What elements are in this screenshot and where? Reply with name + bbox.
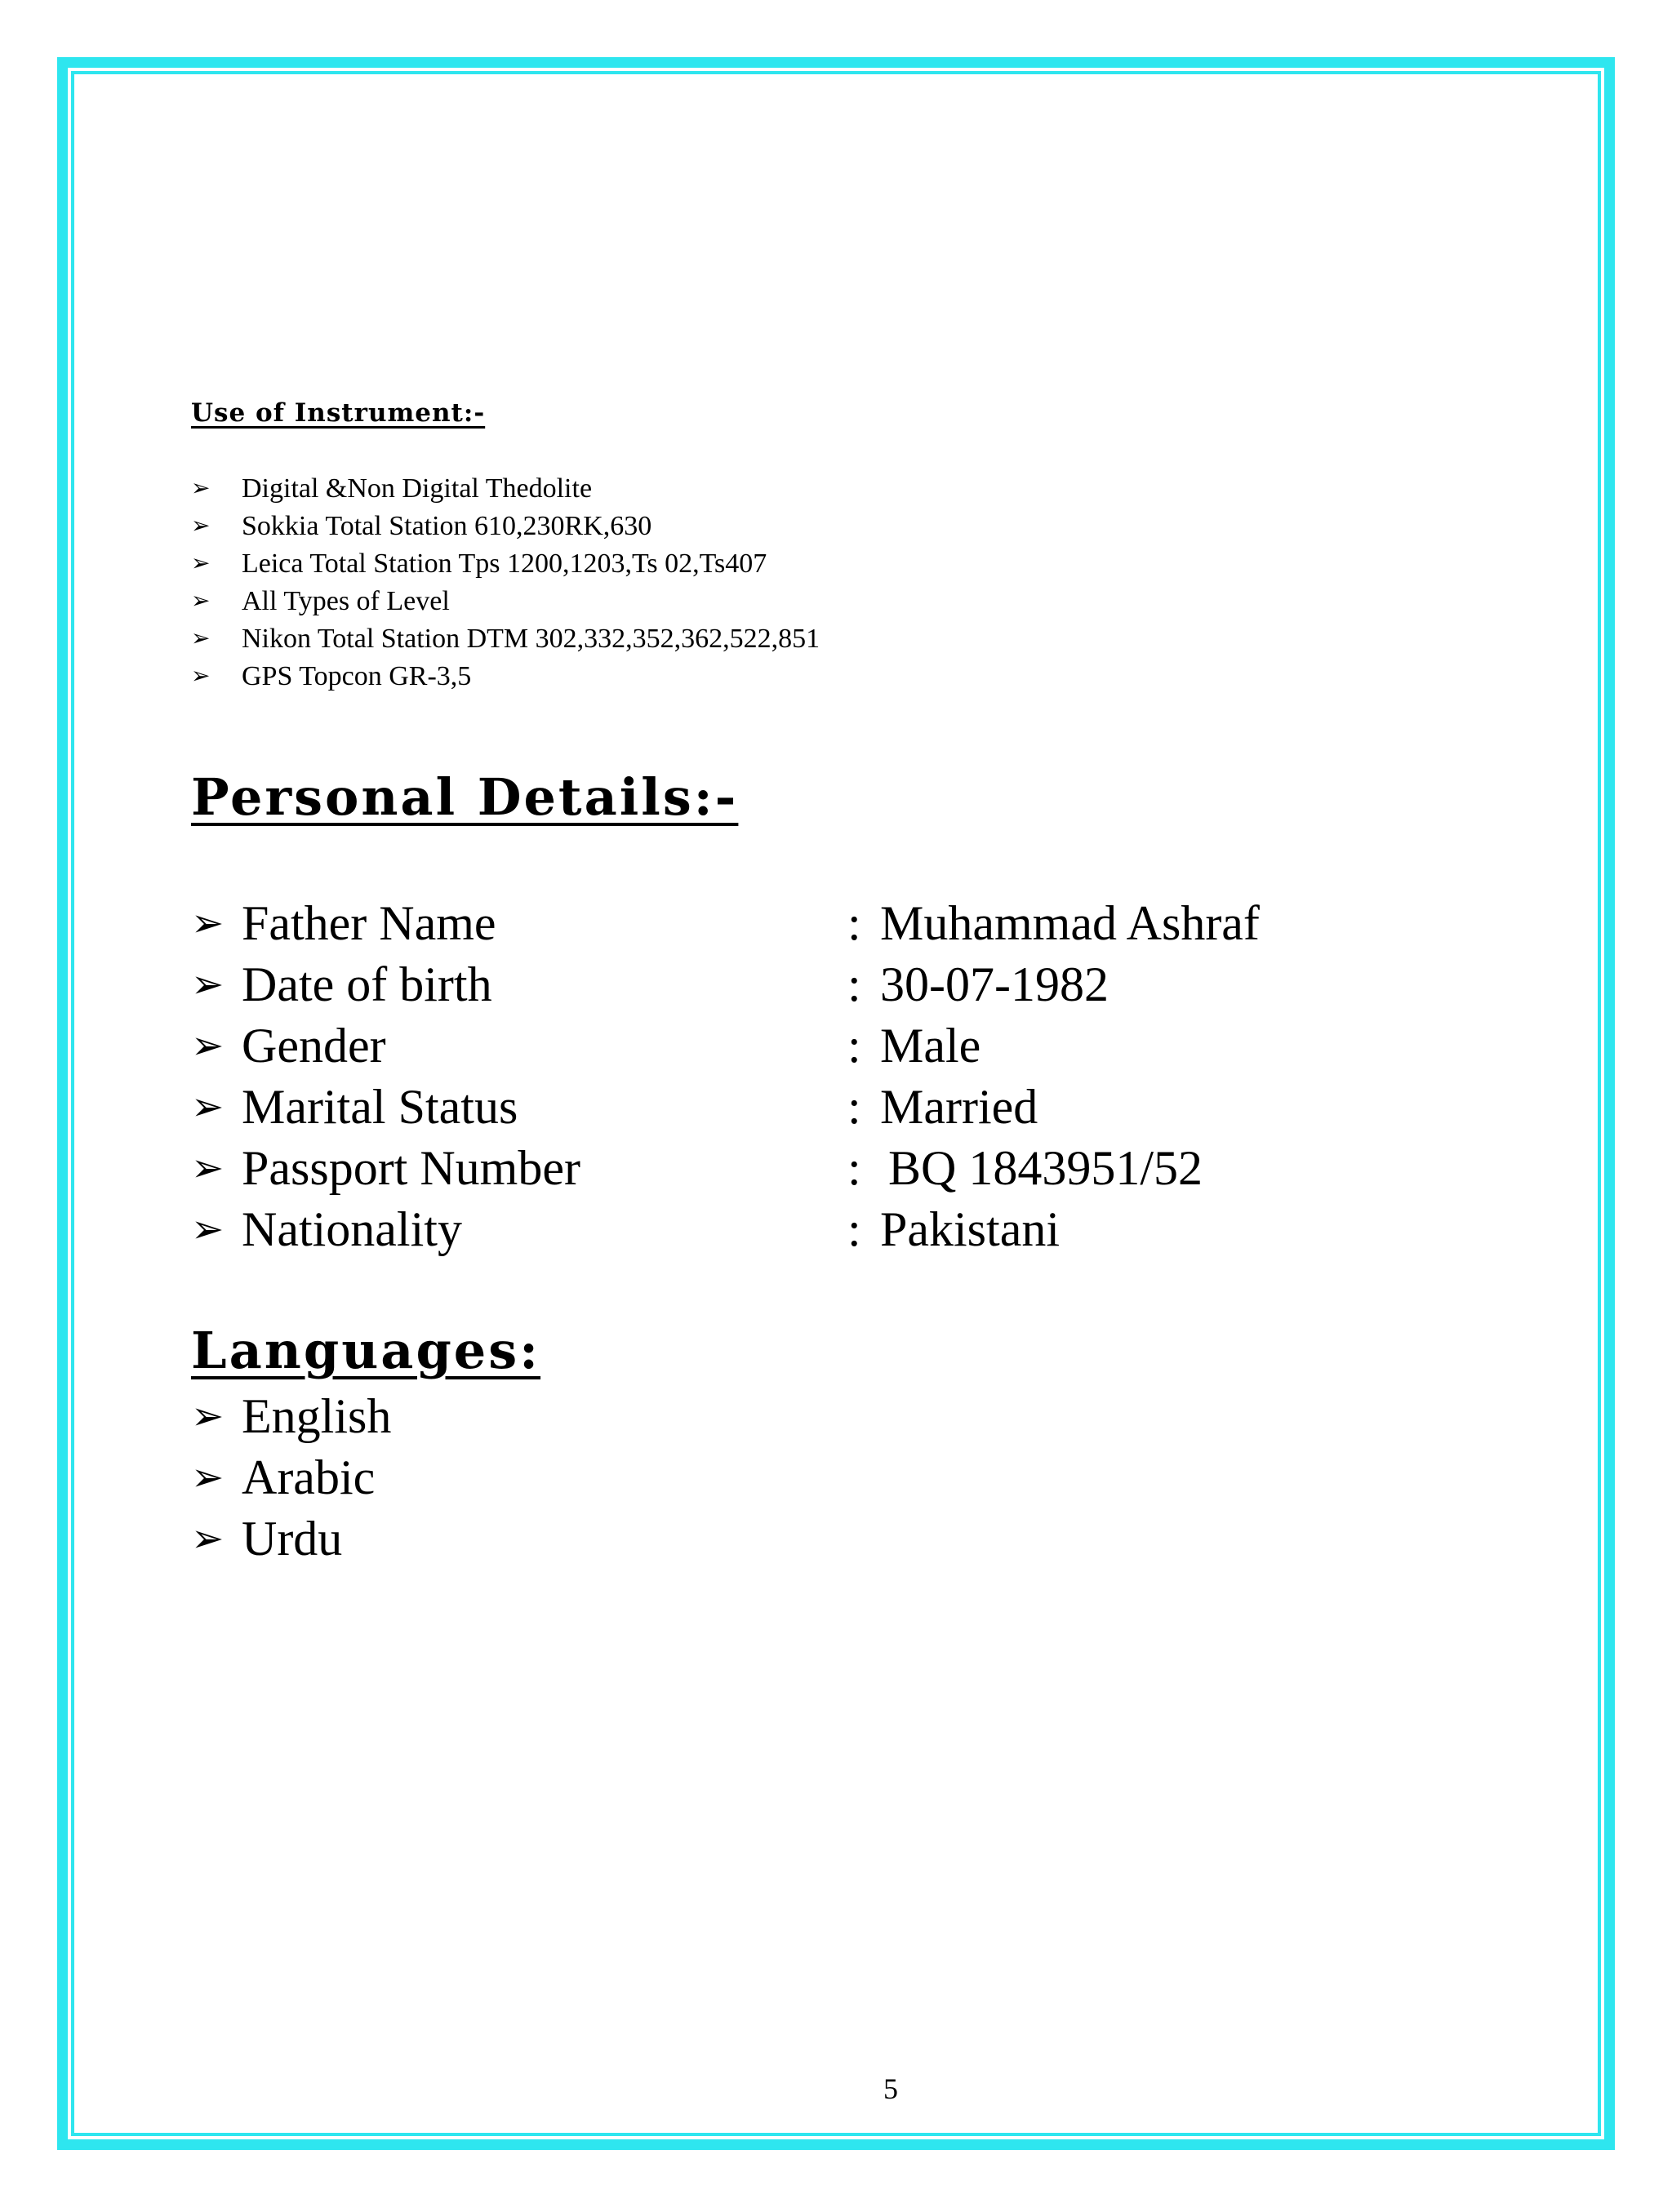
detail-label: Passport Number: [242, 1141, 580, 1195]
detail-row-passport-number: [191, 1138, 1203, 1199]
arrowhead-bullet-icon: ➢: [191, 1086, 225, 1129]
language-item-text: English: [242, 1389, 392, 1443]
detail-value: BQ 1843951/52: [888, 1141, 1203, 1195]
detail-label: Father Name: [242, 896, 496, 950]
instrument-item-text: GPS Topcon GR-3,5: [242, 661, 472, 691]
instrument-list: [191, 470, 820, 695]
arrowhead-bullet-icon: ➢: [191, 1456, 225, 1499]
detail-value: 30-07-1982: [880, 957, 1109, 1011]
instrument-item-text: Nikon Total Station DTM 302,332,352,362,522,851: [242, 624, 820, 654]
detail-value: Married: [880, 1080, 1038, 1134]
detail-row-nationality: [191, 1199, 1060, 1260]
list-item: [191, 583, 820, 620]
detail-colon: :: [847, 957, 861, 1011]
instrument-item-text: Sokkia Total Station 610,230RK,630: [242, 511, 652, 541]
detail-row-gender: [191, 1015, 981, 1077]
list-item: [191, 620, 820, 658]
arrowhead-bullet-icon: ➢: [191, 513, 211, 539]
detail-row-date-of-birth: [191, 954, 1109, 1015]
arrowhead-bullet-icon: ➢: [191, 1395, 225, 1438]
detail-colon: :: [847, 1202, 861, 1256]
personal-details-heading: Personal Details:-: [191, 767, 739, 827]
page-number: 5: [883, 2072, 898, 2105]
detail-colon: :: [847, 1019, 861, 1073]
detail-row-father-name: [191, 893, 1260, 954]
list-item: [191, 545, 820, 583]
arrowhead-bullet-icon: ➢: [191, 551, 211, 576]
detail-label: Date of birth: [242, 957, 492, 1011]
instruments-heading: Use of Instrument:-: [191, 398, 486, 428]
instrument-item-text: Digital &Non Digital Thedolite: [242, 473, 593, 504]
languages-list: [191, 1386, 391, 1570]
detail-value: Muhammad Ashraf: [880, 896, 1260, 950]
language-item-text: Arabic: [242, 1450, 376, 1504]
list-item: [191, 1447, 391, 1508]
detail-colon: :: [847, 1080, 861, 1134]
arrowhead-bullet-icon: ➢: [191, 1024, 225, 1068]
arrowhead-bullet-icon: ➢: [191, 476, 211, 501]
arrowhead-bullet-icon: ➢: [191, 626, 211, 651]
detail-colon: :: [847, 896, 861, 950]
personal-details-list: [191, 893, 1260, 1260]
list-item: [191, 1508, 391, 1570]
language-item-text: Urdu: [242, 1512, 343, 1566]
list-item: [191, 508, 820, 545]
arrowhead-bullet-icon: ➢: [191, 902, 225, 945]
list-item: [191, 658, 820, 695]
detail-label: Marital Status: [242, 1080, 518, 1134]
instrument-item-text: Leica Total Station Tps 1200,1203,Ts 02,Ts407: [242, 549, 767, 579]
arrowhead-bullet-icon: ➢: [191, 589, 211, 614]
detail-value: Male: [880, 1019, 981, 1073]
detail-label: Nationality: [242, 1202, 462, 1256]
detail-colon: :: [847, 1141, 861, 1195]
arrowhead-bullet-icon: ➢: [191, 963, 225, 1006]
instrument-item-text: All Types of Level: [242, 586, 450, 616]
languages-heading: Languages:: [191, 1321, 541, 1380]
detail-row-marital-status: [191, 1077, 1038, 1138]
detail-value: Pakistani: [880, 1202, 1060, 1256]
list-item: [191, 470, 820, 508]
arrowhead-bullet-icon: ➢: [191, 1147, 225, 1190]
arrowhead-bullet-icon: ➢: [191, 1517, 225, 1561]
arrowhead-bullet-icon: ➢: [191, 1208, 225, 1251]
detail-label: Gender: [242, 1019, 386, 1073]
list-item: [191, 1386, 391, 1447]
arrowhead-bullet-icon: ➢: [191, 664, 211, 689]
